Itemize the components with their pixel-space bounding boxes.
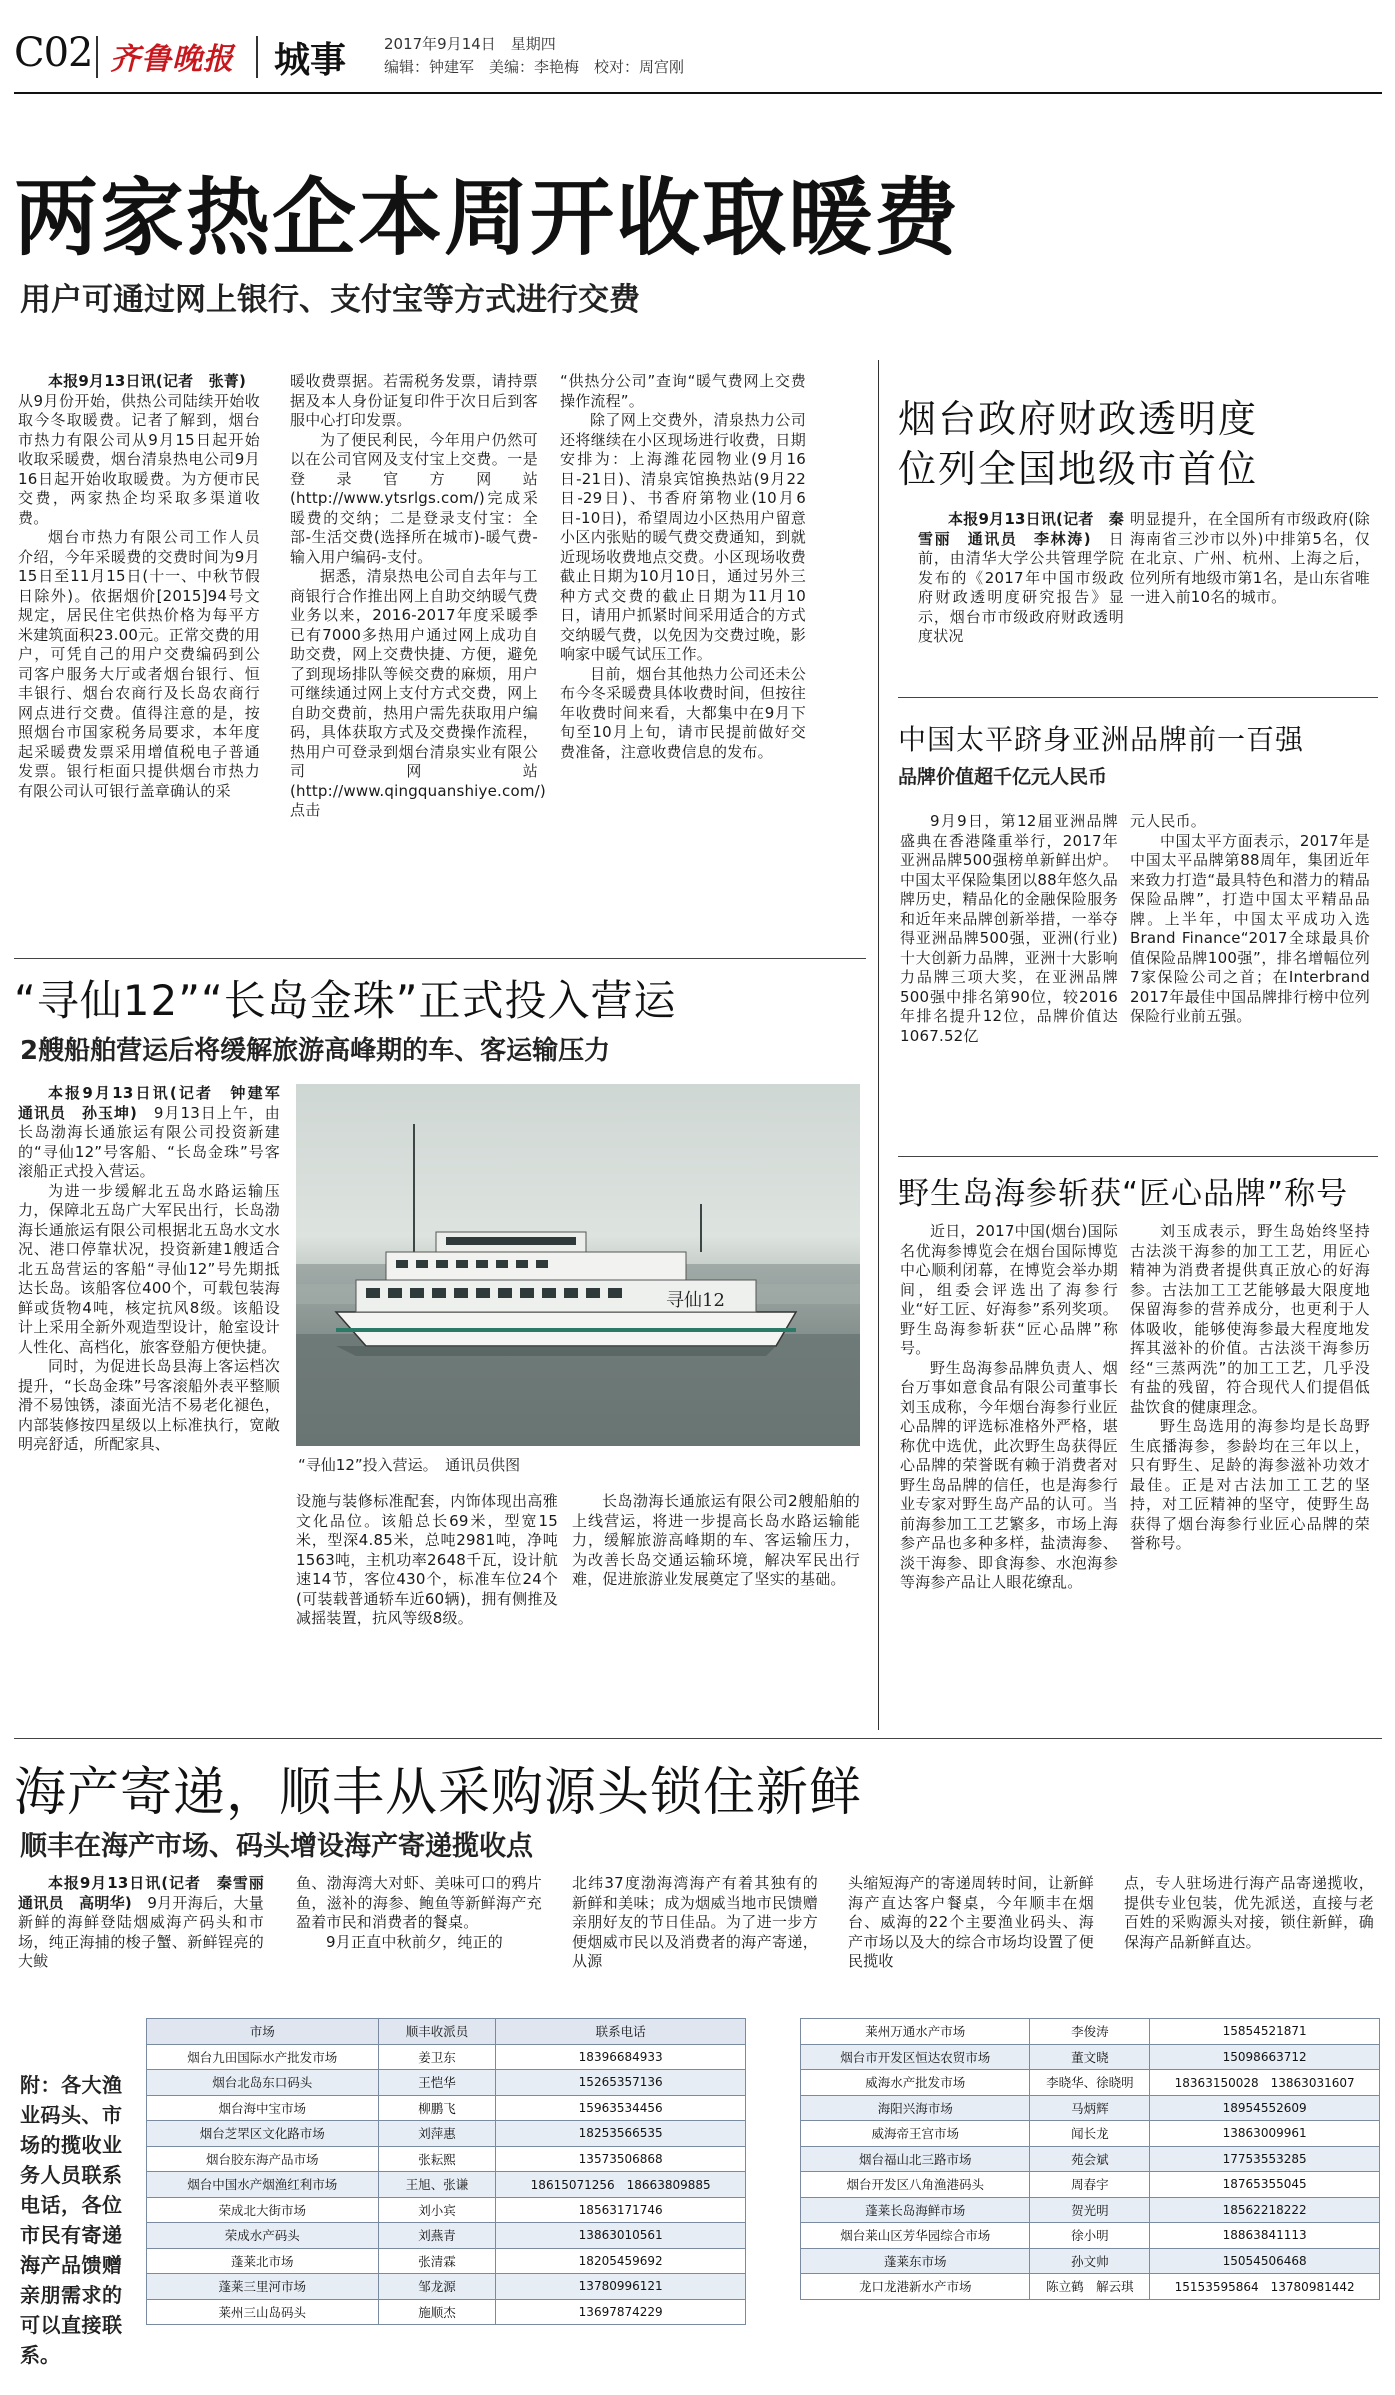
section-rule: [898, 1156, 1378, 1157]
section-rule: [898, 697, 1378, 698]
ferry-column-1: 本报9月13日讯(记者 钟建军 通讯员 孙玉坤) 9月13日上午，由长岛渤海长通旅运有限公司投资新建的“寻仙12”号客船、“长岛金珠”号客滚船正式投入营运。 为进一步缓解北五岛水路运输压力，保障北五岛广大军民出行，长岛渤海长通旅运有限公司根据北五岛水文水况、港口停靠状况，投资新建1艘适合北五岛营运的客船“寻仙12”号先期抵达长岛。该船客位400个，可载包装海鲜或货物4吨，核定抗风8级。该船设计上采用全新外观造型设计，舱室设计人性化、高档化，旅客登船方便快捷。 同时，为促进长岛县海上客运档次提升，“长岛金珠”号客滚船外表平整顺滑不易蚀锈，漆面光洁不易老化褪色，内部装修按四星级以上标准执行，宽敞明亮舒适，所配家具、: [18, 1084, 296, 1453]
cell-courier: 刘燕青: [378, 2223, 496, 2249]
cell-phone: 15265357136: [496, 2070, 746, 2096]
table-row: [801, 2197, 1380, 2223]
sf-column-5: 点，专人驻场进行海产品寄递揽收，提供专业包装，优先派送，直接与老百姓的采购源头对接，锁住新鲜，确保海产品新鲜直达。: [1124, 1874, 1374, 1951]
cell-courier: 董文晓: [1030, 2044, 1150, 2070]
column-divider: [878, 360, 879, 1730]
finance-headline-1: 烟台政府财政透明度: [898, 397, 1259, 441]
table-row: [801, 2274, 1380, 2300]
section-rule: [14, 1738, 1382, 1739]
cell-courier: 马炳辉: [1030, 2095, 1150, 2121]
sf-column-1: 本报9月13日讯(记者 秦雪丽 通讯员 高明华) 9月开海后，大量新鲜的海鲜登陆烟威海产码头和市场，纯正海捕的梭子蟹、新鲜锃亮的大鲅: [18, 1874, 280, 1970]
cell-market: 蓬莱北市场: [147, 2248, 379, 2274]
cpic-column-1: 9月9日，第12届亚洲品牌盛典在香港隆重举行，2017年亚洲品牌500强榜单新鲜出炉。中国太平保险集团以88年悠久品牌历史，精品化的金融保险服务和近年来品牌创新举措，一举夺得亚洲品牌500强，亚洲(行业)十大创新力品牌，亚洲十大影响力品牌三项大奖，在亚洲品牌500强中排名第90位，较2016年排名提升12位，品牌价值达1067.52亿: [900, 812, 1118, 1045]
finance-column-2: 明显提升，在全国所有市级政府(除海南省三沙市以外)中排第5名，仅在北京、广州、杭州、上海之后，位列所有地级市第1名，是山东省唯一进入前10名的城市。: [1130, 510, 1370, 606]
cell-courier: 李晓华、徐晓明: [1030, 2070, 1150, 2096]
table-row: [147, 2248, 746, 2274]
table-row: [801, 2070, 1380, 2096]
ship-name-label: 寻仙12: [666, 1290, 725, 1311]
table-row: [801, 2248, 1380, 2274]
cell-phone: 15854521871: [1150, 2019, 1380, 2045]
table-row: [801, 2044, 1380, 2070]
cell-phone: 18205459692: [496, 2248, 746, 2274]
seacucumber-column-2: 刘玉成表示，野生岛始终坚持古法淡干海参的加工工艺，用匠心精神为消费者提供真正放心的好海参。古法加工工艺能够最大限度地保留海参的营养成分，也更利于人体吸收，能够使海参最大程度地发挥其滋补的价值。古法淡干海参历经“三蒸两洗”的加工工艺，几乎没有盐的残留，符合现代人们提倡低盐饮食的健康理念。 野生岛选用的海参均是长岛野生底播海参，参龄均在三年以上，只有野生、足龄的海参滋补功效才最佳。正是对古法加工工艺的坚持，对工匠精神的坚守，使野生岛获得了烟台海参行业匠心品牌的荣誉称号。: [1130, 1222, 1370, 1552]
cell-courier: 王恺华: [378, 2070, 496, 2096]
photo-caption: “寻仙12”投入营运。 通讯员供图: [298, 1456, 521, 1474]
cell-phone: 18765355045: [1150, 2172, 1380, 2198]
cell-phone: 18615071256 18663809885: [496, 2172, 746, 2198]
cell-market: 海阳兴海市场: [801, 2095, 1030, 2121]
cell-courier: 张耘熙: [378, 2146, 496, 2172]
table-row: [147, 2223, 746, 2249]
cell-courier: 李俊涛: [1030, 2019, 1150, 2045]
cell-courier: 贺光明: [1030, 2197, 1150, 2223]
cell-market: 烟台中国水产烟渔红利市场: [147, 2172, 379, 2198]
sf-column-4: 头缩短海产的寄递周转时间，让新鲜海产直达客户餐桌，今年顺丰在烟台、威海的22个主要渔业码头、海产市场以及大的综合市场均设置了便民揽收: [848, 1874, 1094, 1970]
lead-column-3: “供热分公司”查询“暖气费网上交费操作流程”。 除了网上交费外，清泉热力公司还将继续在小区现场进行收费，日期安排为：上海潍花园物业(9月16日-21日)、清泉宾馆换热站(9月22日-29日)、书香府第物业(10月6日-10日)，希望周边小区热用户留意小区内张贴的暖气费交费通知，到就近现场收费地点交费。小区现场收费截止日期为10月10日，通过另外三种方式交费的截止日期为11月10日，请用户抓紧时间采用适合的方式交纳暖气费，以免因为交费过晚，影响家中暖气试压工作。 目前，烟台其他热力公司还未公布今冬采暖费具体收费时间，但按往年收费时间来看，大都集中在9月下旬至10月上旬，请市民提前做好交费准备，注意收费信息的发布。: [560, 372, 806, 761]
ferry-headline: “寻仙12”“长岛金珠”正式投入营运: [14, 976, 677, 1025]
table-row: [801, 2019, 1380, 2045]
table-header-phone: 联系电话: [496, 2019, 746, 2045]
table-header-market: 市场: [147, 2019, 379, 2045]
cell-market: 龙口龙港新水产市场: [801, 2274, 1030, 2300]
cell-market: 烟台芝罘区文化路市场: [147, 2121, 379, 2147]
header-divider: [256, 36, 258, 78]
cell-phone: 15098663712: [1150, 2044, 1380, 2070]
cell-courier: 张清霖: [378, 2248, 496, 2274]
cell-phone: 15153595864 13780981442: [1150, 2274, 1380, 2300]
cell-courier: 闻长龙: [1030, 2121, 1150, 2147]
cell-market: 莱州三山岛码头: [147, 2299, 379, 2325]
cell-market: 烟台九田国际水产批发市场: [147, 2044, 379, 2070]
table-row: [801, 2146, 1380, 2172]
cell-phone: 18863841113: [1150, 2223, 1380, 2249]
cell-market: 莱州万通水产市场: [801, 2019, 1030, 2045]
lead-headline: 两家热企本周开收取暖费: [14, 169, 961, 267]
newspaper-logo: 齐鲁晚报: [110, 42, 234, 77]
table-row: [801, 2121, 1380, 2147]
cell-courier: 刘小宾: [378, 2197, 496, 2223]
ship-illustration: [296, 1084, 860, 1446]
ferry-column-2: 设施与装修标准配套，内饰体现出高雅文化品位。该船总长69米，型宽15米，型深4.85米，总吨2981吨，净吨1563吨，主机功率2648千瓦，设计航速14节，客位430个，标准车位24个(可装载普通轿车近60辆)，拥有侧推及减摇装置，抗风等级8级。: [296, 1492, 558, 1627]
cpic-column-2: 元人民币。 中国太平方面表示，2017年是中国太平品牌第88周年，集团近年来致力打造“最具特色和潜力的精品保险品牌”，打造中国太平精品品牌。上半年，中国太平成功入选Brand Finance“2017全球最具价值保险品牌100强”，排名增幅位列7家保险公司之首；在Interbrand 2017年最佳中国品牌排行榜中位列保险行业前五强。: [1130, 812, 1370, 1025]
cell-phone: 13573506868: [496, 2146, 746, 2172]
table-header-courier: 顺丰收派员: [378, 2019, 496, 2045]
cell-market: 荣成北大街市场: [147, 2197, 379, 2223]
header-divider: [96, 36, 98, 78]
header-editors: 编辑：钟建军 美编：李艳梅 校对：周宫刚: [384, 58, 685, 76]
cell-market: 蓬莱三里河市场: [147, 2274, 379, 2300]
cell-courier: 施顺杰: [378, 2299, 496, 2325]
finance-headline-2: 位列全国地级市首位: [898, 447, 1259, 491]
cell-market: 荣成水产码头: [147, 2223, 379, 2249]
sf-column-3: 北纬37度渤海湾海产有着其独有的新鲜和美味；成为烟威当地市民馈赠亲朋好友的节日佳品。为了进一步方便烟威市民以及消费者的海产寄递，从源: [572, 1874, 818, 1970]
seacucumber-headline: 野生岛海参斩获“匠心品牌”称号: [898, 1176, 1349, 1212]
cell-market: 烟台开发区八角渔港码头: [801, 2172, 1030, 2198]
ferry-column-3: 长岛渤海长通旅运有限公司2艘船舶的上线营运，将进一步提高长岛水路运输能力，缓解旅游高峰期的车、客运输压力，为改善长岛交通运输环境，解决军民出行难，促进旅游业发展奠定了坚实的基础。: [572, 1492, 860, 1588]
cell-courier: 孙文帅: [1030, 2248, 1150, 2274]
cell-courier: 周春宇: [1030, 2172, 1150, 2198]
cell-courier: 王旭、张谦: [378, 2172, 496, 2198]
section-rule: [14, 958, 866, 959]
table-row: [147, 2095, 746, 2121]
cell-phone: 15054506468: [1150, 2248, 1380, 2274]
page-number: C02: [14, 30, 93, 76]
cell-phone: 18563171746: [496, 2197, 746, 2223]
header-date: 2017年9月14日 星期四: [384, 35, 556, 53]
cell-courier: 刘萍惠: [378, 2121, 496, 2147]
cell-market: 威海水产批发市场: [801, 2070, 1030, 2096]
cell-market: 蓬莱东市场: [801, 2248, 1030, 2274]
cell-courier: 柳鹏飞: [378, 2095, 496, 2121]
cell-market: 蓬莱长岛海鲜市场: [801, 2197, 1030, 2223]
cell-phone: 13863009961: [1150, 2121, 1380, 2147]
cell-phone: 13863010561: [496, 2223, 746, 2249]
header-rule: [14, 92, 1382, 94]
ferry-photo: [296, 1084, 860, 1446]
lead-subhead: 用户可通过网上银行、支付宝等方式进行交费: [20, 282, 640, 318]
sf-headline: 海产寄递，顺丰从采购源头锁住新鲜: [14, 1763, 863, 1823]
section-title: 城事: [274, 40, 347, 81]
lead-column-2: 暖收费票据。若需税务发票，请持票据及本人身份证复印件于次日后到客服中心打印发票。 为了便民利民，今年用户仍然可以在公司官网及支付宝上交费。一是登录官方网站(http://www.ytsrlgs.com/)完成采暖费的交纳；二是登录支付宝：全部-生活交费(选择所在城市)-暖气费-输入用户编码-支付。 据悉，清泉热电公司自去年与工商银行合作推出网上自助交纳暖气费业务以来，2016-2017年度采暖季已有7000多热用户通过网上成功自助交费，网上交费快捷、方便，避免了到现场排队等候交费的麻烦，用户可继续通过网上支付方式交费，网上自助交费前，热用户需先获取用户编码，具体获取方式及交费操作流程，热用户可登录到烟台清泉实业有限公司网站(http://www.qingquanshiye.com/)点击: [290, 372, 546, 819]
cell-phone: 13780996121: [496, 2274, 746, 2300]
table-header-row: [147, 2019, 746, 2045]
contact-table-right: [800, 2018, 1380, 2300]
cell-market: 烟台海中宝市场: [147, 2095, 379, 2121]
sf-column-2: 鱼、渤海湾大对虾、美味可口的鸦片鱼，滋补的海参、鲍鱼等新鲜海产充盈着市民和消费者的餐桌。 9月正直中秋前夕，纯正的: [296, 1874, 542, 1951]
cpic-headline: 中国太平跻身亚洲品牌前一百强: [898, 723, 1305, 756]
table-row: [147, 2121, 746, 2147]
cell-market: 烟台福山北三路市场: [801, 2146, 1030, 2172]
cell-phone: 18253566535: [496, 2121, 746, 2147]
cell-phone: 18954552609: [1150, 2095, 1380, 2121]
finance-column-1: 本报9月13日讯(记者 秦雪丽 通讯员 李林涛) 日前，由清华大学公共管理学院发布的《2017年中国市级政府财政透明度研究报告》显示，烟台市市级政府财政透明度状况: [918, 510, 1124, 645]
cell-market: 烟台莱山区芳华园综合市场: [801, 2223, 1030, 2249]
cell-courier: 姜卫东: [378, 2044, 496, 2070]
cell-phone: 18396684933: [496, 2044, 746, 2070]
seacucumber-column-1: 近日，2017中国(烟台)国际名优海参博览会在烟台国际博览中心顺利闭幕，在博览会举办期间，组委会评选出了海参行业“好工匠、好海参”系列奖项。野生岛海参斩获“匠心品牌”称号。 野生岛海参品牌负责人、烟台万事如意食品有限公司董事长刘玉成称，今年烟台海参行业匠心品牌的评选标准格外严格，堪称优中选优，此次野生岛获得匠心品牌的荣誉既有赖于消费者对野生岛品牌的信任，也是海参行业专家对野生岛产品的认可。当前海参加工工艺繁多，市场上海参产品也多种多样，盐渍海参、淡干海参、即食海参、水泡海参等海参产品让人眼花缭乱。: [900, 1222, 1118, 1591]
cell-phone: 18363150028 13863031607: [1150, 2070, 1380, 2096]
cell-courier: 苑会斌: [1030, 2146, 1150, 2172]
cell-phone: 13697874229: [496, 2299, 746, 2325]
sf-subhead: 顺丰在海产市场、码头增设海产寄递揽收点: [20, 1831, 533, 1862]
lead-column-1: 本报9月13日讯(记者 张菁) 从9月份开始，供热公司陆续开始收取今冬取暖费。记者了解到，烟台市热力有限公司从9月15日起开始收取采暖费，烟台清泉热电公司9月16日起开始收取暖费。为方便市民交费，两家热企均采取多渠道收费。 烟台市热力有限公司工作人员介绍，今年采暖费的交费时间为9月15日至11月15日(十一、中秋节假日除外)。依据烟价[2015]94号文规定，居民住宅供热价格为每平方米建筑面积23.00元。正常交费的用户，可凭自己的用户交费编码到公司客户服务大厅或者烟台银行、恒丰银行、烟台农商行及长岛农商行网点进行交费。值得注意的是，按照烟台市国家税务局要求，本年度起采暖费发票采用增值税电子普通发票。银行柜面只提供烟台市热力有限公司认可银行盖章确认的采: [18, 372, 262, 800]
cell-courier: 徐小明: [1030, 2223, 1150, 2249]
cell-courier: 陈立鹤 解云琪: [1030, 2274, 1150, 2300]
ferry-subhead: 2艘船舶营运后将缓解旅游高峰期的车、客运输压力: [20, 1036, 611, 1066]
cell-phone: 15963534456: [496, 2095, 746, 2121]
table-row: [801, 2223, 1380, 2249]
table-row: [801, 2172, 1380, 2198]
table-row: [801, 2095, 1380, 2121]
cell-market: 烟台北岛东口码头: [147, 2070, 379, 2096]
cell-market: 烟台胶东海产品市场: [147, 2146, 379, 2172]
table-row: [147, 2197, 746, 2223]
cpic-subhead: 品牌价值超千亿元人民币: [898, 766, 1108, 788]
cell-market: 烟台市开发区恒达农贸市场: [801, 2044, 1030, 2070]
cell-phone: 18562218222: [1150, 2197, 1380, 2223]
table-row: [147, 2299, 746, 2325]
table-row: [147, 2070, 746, 2096]
table-row: [147, 2172, 746, 2198]
cell-market: 威海帝王宫市场: [801, 2121, 1030, 2147]
table-row: [147, 2146, 746, 2172]
sf-note: 附：各大渔业码头、市场的揽收业务人员联系电话，各位市民有寄递海产品馈赠亲朋需求的可以直接联系。: [20, 2073, 122, 2367]
cell-courier: 邹龙源: [378, 2274, 496, 2300]
table-row: [147, 2044, 746, 2070]
contact-table-left: [146, 2018, 746, 2325]
cell-phone: 17753553285: [1150, 2146, 1380, 2172]
table-row: [147, 2274, 746, 2300]
